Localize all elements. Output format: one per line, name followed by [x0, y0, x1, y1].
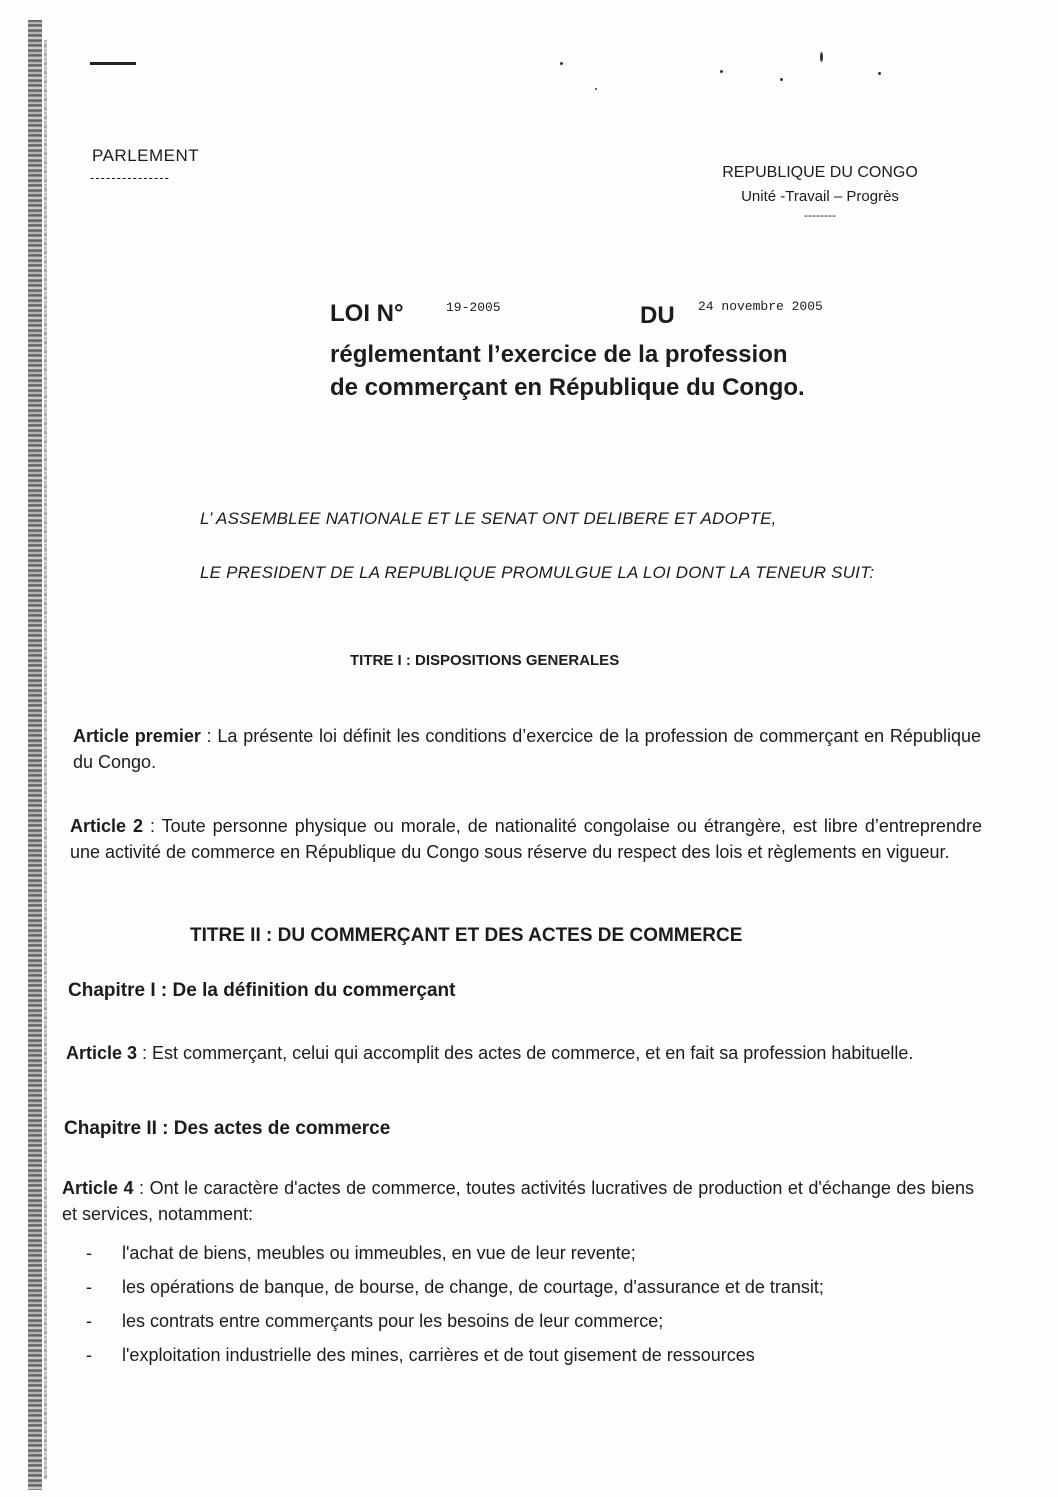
- law-du-label: DU: [640, 302, 675, 329]
- title-1-heading: TITRE I : DISPOSITIONS GENERALES: [350, 652, 620, 669]
- list-item-text: l'achat de biens, meubles ou immeubles, en vue de leur revente;: [122, 1243, 636, 1263]
- list-item: [86, 1274, 976, 1300]
- parliament-separator: ---------------: [90, 170, 170, 185]
- article-4-label: Article 4: [62, 1178, 134, 1198]
- list-item: [86, 1308, 976, 1334]
- preamble-assembly: L’ ASSEMBLEE NATIONALE ET LE SENAT ONT DELIBERE ET ADOPTE,: [200, 509, 777, 528]
- republic-separator: --------: [804, 208, 836, 222]
- article-3-text: : Est commerçant, celui qui accomplit des actes de commerce, et en fait sa profession habituelle.: [137, 1043, 914, 1063]
- law-title-line2: de commerçant en République du Congo.: [330, 374, 805, 401]
- scan-speck: [595, 88, 597, 90]
- list-item: [86, 1240, 976, 1266]
- article-4-text: : Ont le caractère d'actes de commerce, toutes activités lucratives de production et d'échange des biens et services, notamment:: [62, 1178, 974, 1224]
- bullet-marker: -: [86, 1345, 92, 1365]
- scan-mark: [90, 62, 136, 65]
- bullet-marker: -: [86, 1277, 92, 1297]
- scan-speck: [878, 72, 881, 75]
- list-item-text: les opérations de banque, de bourse, de change, de courtage, d'assurance et de transit;: [122, 1277, 824, 1297]
- bullet-marker: -: [86, 1243, 92, 1263]
- parliament-label: PARLEMENT: [92, 146, 200, 165]
- article-1-label: Article premier: [73, 726, 201, 746]
- scan-speck: [560, 62, 563, 65]
- article-2-label: Article 2: [70, 816, 144, 836]
- list-item-text: l'exploitation industrielle des mines, carrières et de tout gisement de ressources: [122, 1345, 755, 1365]
- republic-label: REPUBLIQUE DU CONGO: [722, 164, 918, 181]
- article-3-label: Article 3: [66, 1043, 138, 1063]
- list-item-text: les contrats entre commerçants pour les besoins de leur commerce;: [122, 1311, 664, 1331]
- binding-edge: [44, 40, 47, 1480]
- article-2: [70, 813, 982, 865]
- chapter-1-heading: Chapitre I : De la définition du commerçant: [68, 980, 456, 1001]
- chapter-2-heading: Chapitre II : Des actes de commerce: [64, 1118, 391, 1139]
- article-4: [62, 1175, 974, 1227]
- scan-speck: [720, 70, 723, 73]
- law-number: 19-2005: [446, 300, 501, 315]
- law-title-line1: réglementant l’exercice de la profession: [330, 341, 788, 368]
- article-3: [66, 1040, 978, 1066]
- title-2-heading: TITRE II : DU COMMERÇANT ET DES ACTES DE COMMERCE: [190, 925, 743, 946]
- law-title: [330, 338, 950, 404]
- bullet-marker: -: [86, 1311, 92, 1331]
- preamble-president: LE PRESIDENT DE LA REPUBLIQUE PROMULGUE LA LOI DONT LA TENEUR SUIT:: [200, 563, 875, 582]
- law-date: 24 novembre 2005: [698, 299, 823, 314]
- article-2-text: : Toute personne physique ou morale, de nationalité congolaise ou étrangère, est libre d’entreprendre une activité de commerce en République du Congo sous réserve du respect des lois et règlements en vigueur.: [70, 816, 982, 862]
- binding-strip: [28, 20, 42, 1490]
- article-4-list: [86, 1240, 976, 1376]
- article-1: [73, 723, 981, 775]
- scan-speck: [820, 52, 823, 62]
- article-1-text: : La présente loi définit les conditions d’exercice de la profession de commerçant en République du Congo.: [73, 726, 981, 772]
- scan-speck: [780, 78, 783, 81]
- law-label: LOI N°: [330, 300, 404, 327]
- republic-motto: Unité -Travail – Progrès: [741, 188, 899, 205]
- list-item: [86, 1342, 976, 1368]
